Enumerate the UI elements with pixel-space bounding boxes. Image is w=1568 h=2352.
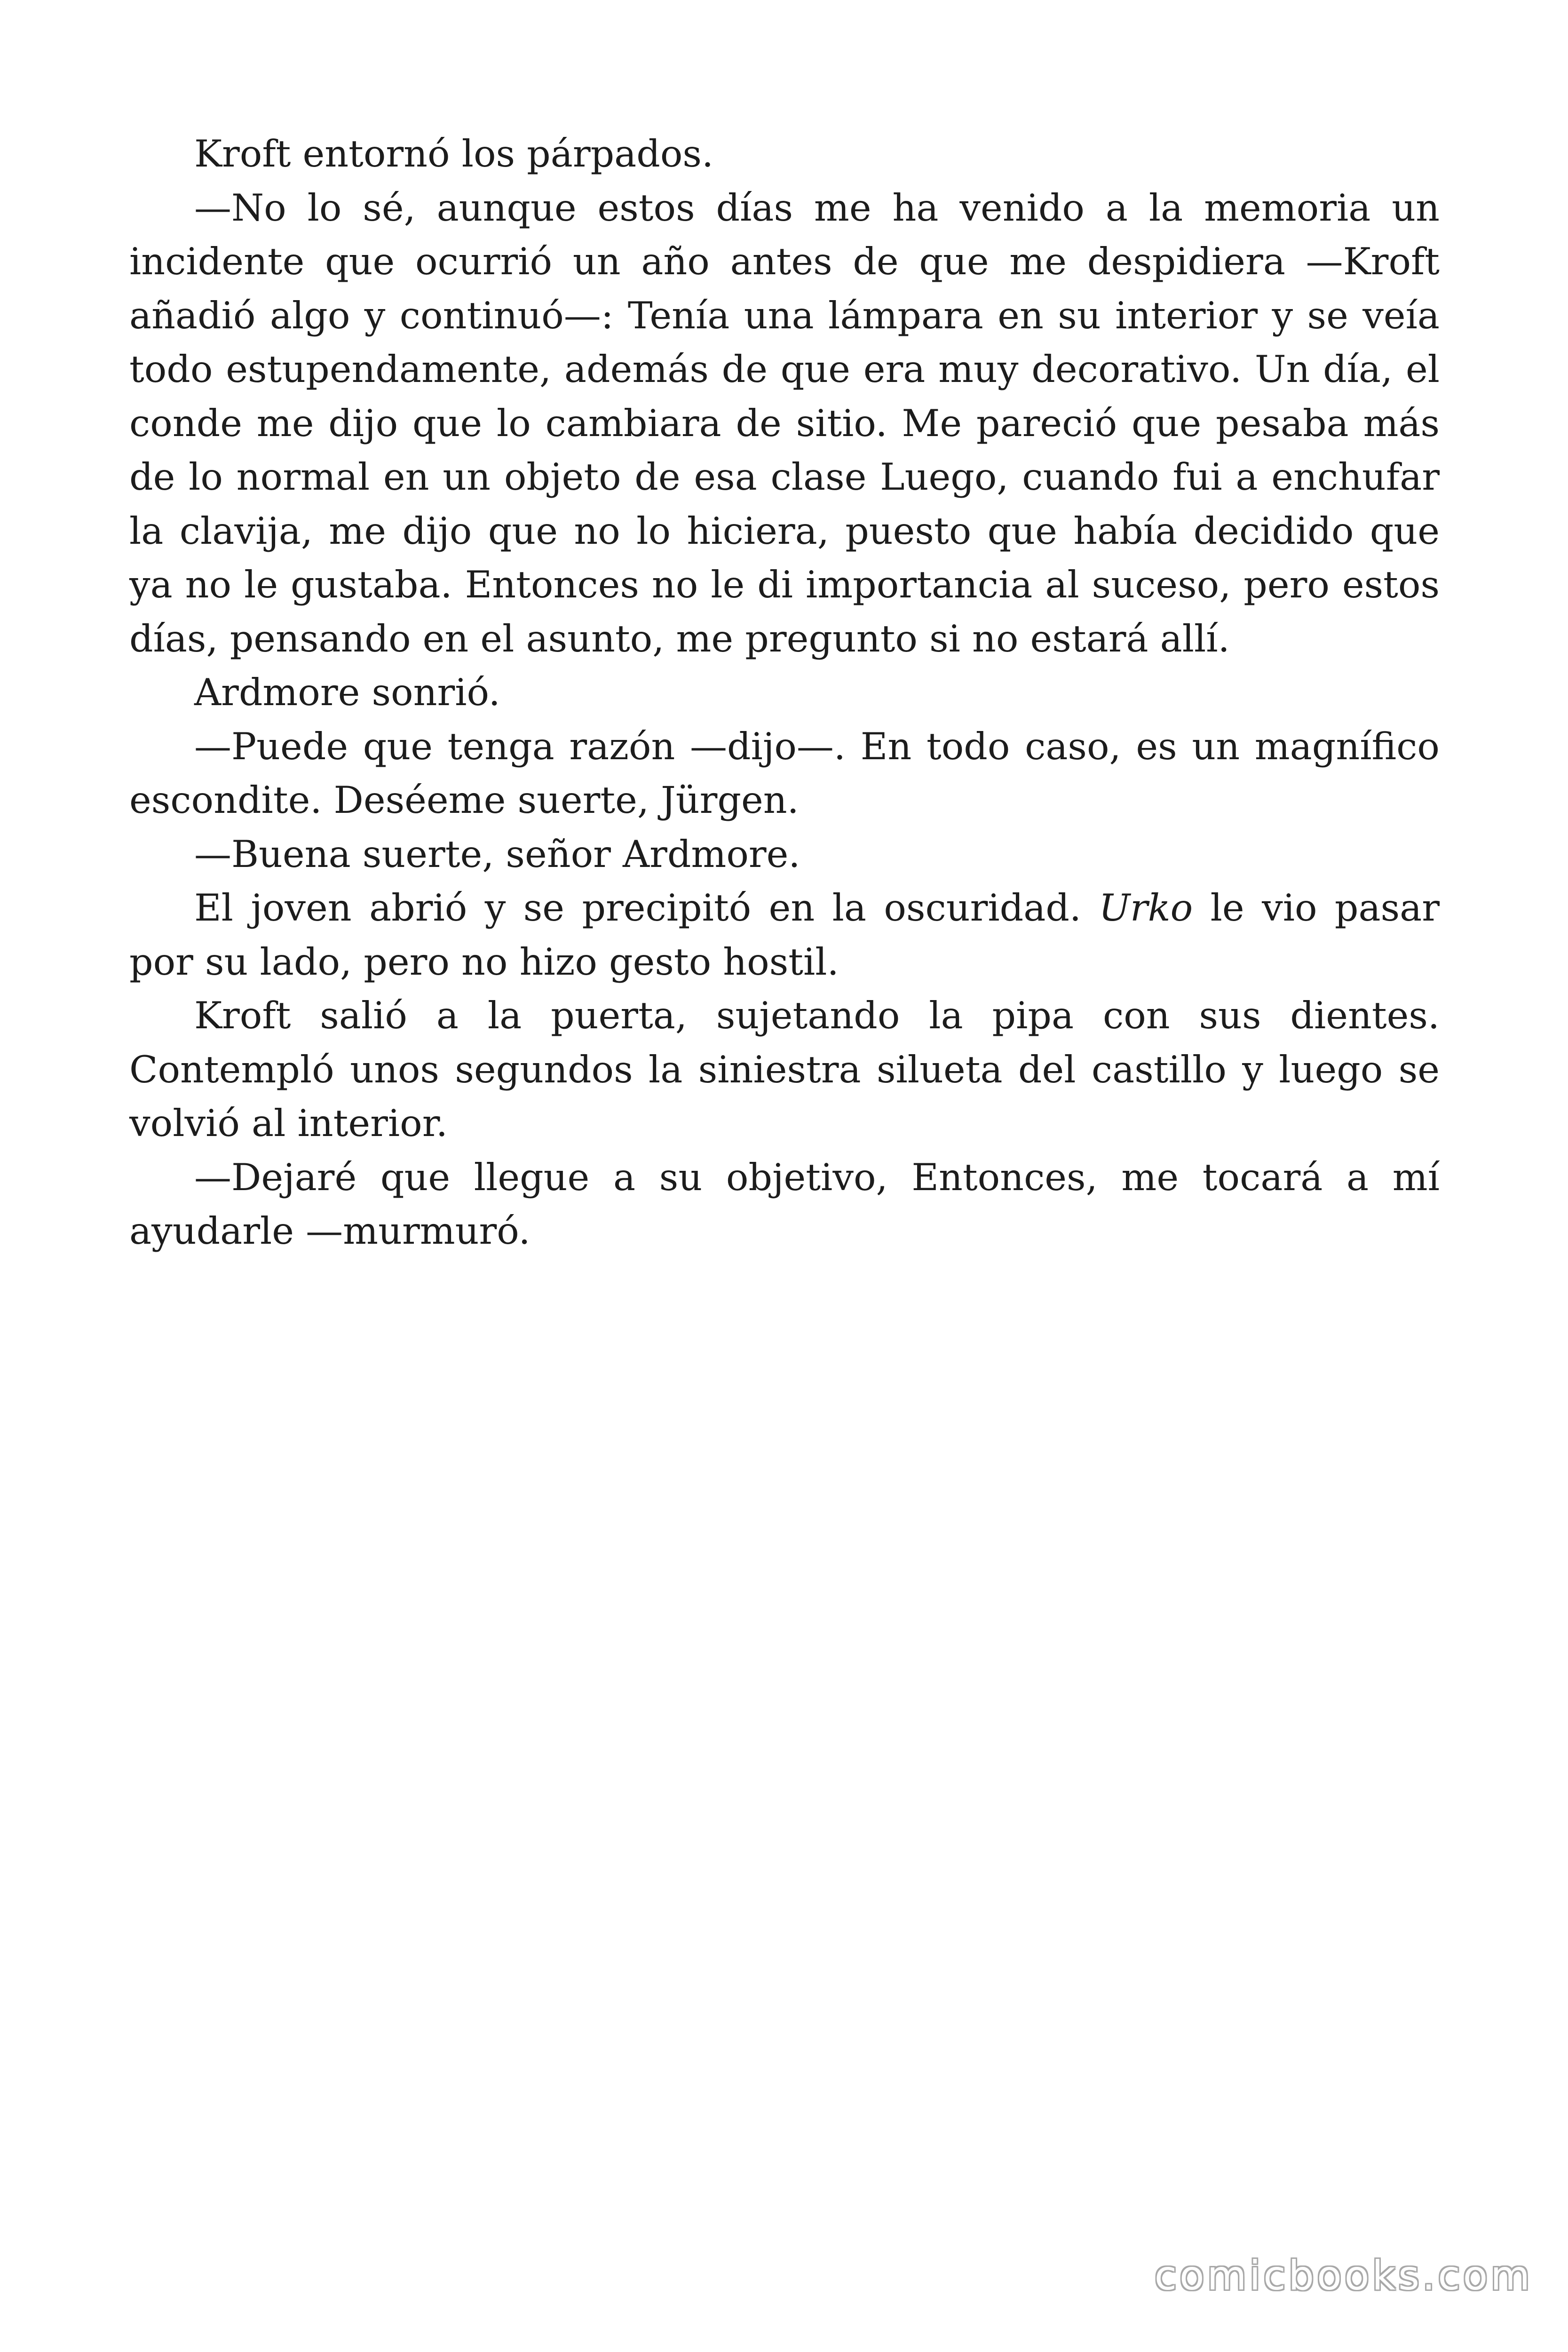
italic-name: Urko [1099,886,1193,930]
paragraph: Kroft entornó los párpados. [194,132,714,175]
paragraph-text: le vio pasar por su lado, pero no hizo gesto hostil. [129,886,1440,984]
paragraph-text: El joven abrió y se precipitó en la oscuridad. [194,886,1099,930]
paragraph: —Puede que tenga razón —dijo—. En todo caso, es un magnífico escondite. Deséeme suerte, Jürgen. [129,724,1440,822]
paragraph [129,881,1440,989]
body-text [129,127,1440,1258]
paragraph: Kroft salió a la puerta, sujetando la pipa con sus dientes. Contempló unos segundos la siniestra silueta del castillo y luego se volvió al interior. [129,994,1440,1145]
watermark: comicbooks.com [1154,2252,1533,2299]
paragraph: —No lo sé, aunque estos días me ha venido a la memoria un incidente que ocurrió un año antes de que me despidiera —Kroft añadió algo y continuó—: Tenía una lámpara en su interior y se veía todo estupendamente, además de que era muy decorativo. Un día, el conde me dijo que lo cambiara de sitio. Me pareció que pesaba más de lo normal en un objeto de esa clase Luego, cuando fui a enchufar la clavija, me dijo que no lo hiciera, puesto que había decidido que ya no le gustaba. Entonces no le di importancia al suceso, pero estos días, pensando en el asunto, me pregunto si no estará allí. [129,186,1440,660]
paragraph: —Buena suerte, señor Ardmore. [194,832,800,876]
paragraph: —Dejaré que llegue a su objetivo, Entonces, me tocará a mí ayudarle —murmuró. [129,1155,1440,1253]
paragraph: Ardmore sonrió. [194,671,500,714]
